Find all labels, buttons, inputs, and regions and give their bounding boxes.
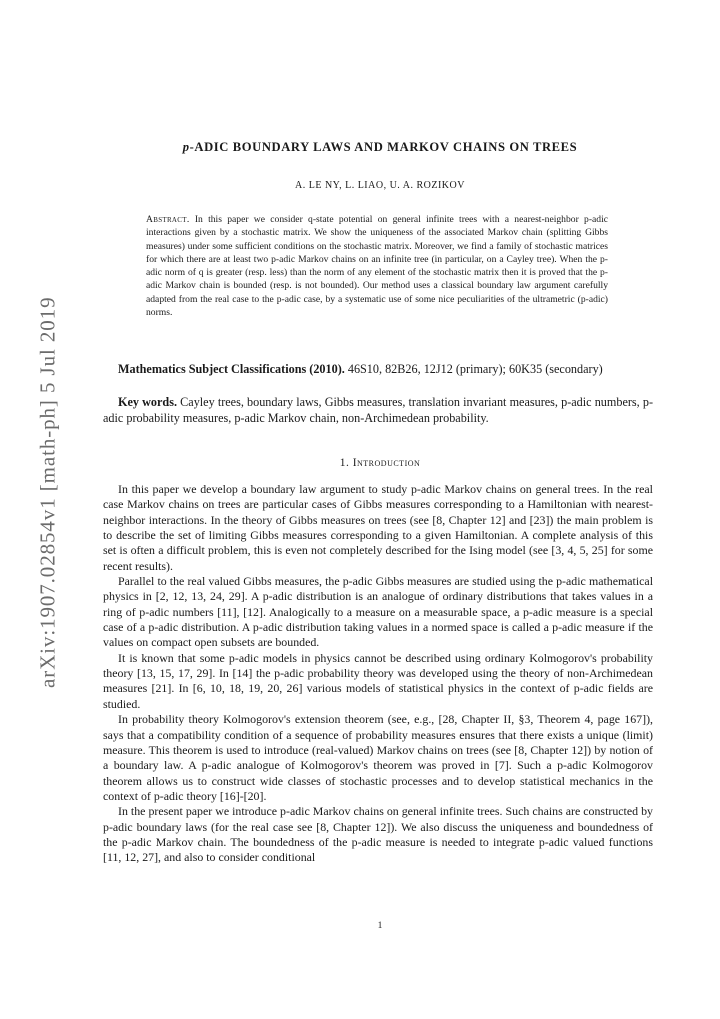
introduction-body <box>103 482 653 866</box>
abstract-text: In this paper we consider q-state potential on general infinite trees with a nearest-neighbor p-adic interactions given by a stochastic matrix. We show the uniqueness of the associated Markov chain (splitting Gibbs measures) under some sufficient conditions on the stochastic matrix. Moreover, we find a family of stochastic matrices for which there are at least two p-adic Markov chains on an infinite tree (in particular, on a Cayley tree). When the p-adic norm of q is greater (resp. less) than the norm of any element of the stochastic matrix then it is proved that the p-adic Markov chain is bounded (resp. is not bounded). Our method uses a classical boundary law argument carefully adapted from the real case to the p-adic case, by a systematic use of some nice peculiarities of the ultrametric (p-adic) norms. <box>146 214 609 319</box>
paragraph: Parallel to the real valued Gibbs measures, the p-adic Gibbs measures are studied using the p-adic mathematical physics in [2, 12, 13, 24, 29]. A p-adic distribution is an analogue of ordinary distributions that takes values in a ring of p-adic numbers [11], [12]. Analogically to a measure on a measurable space, a p-adic measure is a special case of a p-adic distribution. A p-adic distribution taking values in a normed space is called a p-adic measure if the values on compact open subsets are bounded. <box>103 574 653 650</box>
page-number: 1 <box>377 921 383 931</box>
arxiv-margin-stamp: arXiv:1907.02854v1 [math-ph] 5 Jul 2019 <box>35 296 60 688</box>
title-rest: -ADIC BOUNDARY LAWS AND MARKOV CHAINS ON TREES <box>189 140 578 154</box>
paragraph: It is known that some p-adic models in physics cannot be described using ordinary Kolmogorov's probability theory [13, 15, 17, 29]. In [14] the p-adic probability theory was developed using the theory of non-Archimedean measures [21]. In [6, 10, 18, 19, 20, 26] various models of statistical physics in the context of p-adic fields are studied. <box>103 650 653 711</box>
keywords <box>103 395 653 426</box>
section-heading <box>100 457 660 469</box>
section-title: Introduction <box>352 457 421 469</box>
section-number: 1. <box>339 457 350 469</box>
paragraph: In probability theory Kolmogorov's extension theorem (see, e.g., [28, Chapter II, §3, Theorem 4, page 167]), says that a compatibility condition of a sequence of probability measures ensures that there exists a unique (limit) measure. This theorem is used to introduce (real-valued) Markov chains on trees (see [8, Chapter 12]) by notion of a boundary law. A p-adic analogue of Kolmogorov's theorem was proved in [7]. Such a p-adic Kolmogorov theorem allows us to construct wide classes of stochastic processes and to develop statistical mechanics in the context of p-adic theory [16]-[20]. <box>103 712 653 803</box>
title-italic-p: p <box>182 140 190 154</box>
abstract <box>146 213 608 319</box>
keywords-text: Cayley trees, boundary laws, Gibbs measures, translation invariant measures, p-adic numbers, p-adic probability measures, p-adic Markov chain, non-Archimedean probability. <box>103 395 654 425</box>
keywords-label: Key words. <box>118 395 177 409</box>
paragraph: In the present paper we introduce p-adic Markov chains on general infinite trees. Such chains are constructed by p-adic boundary laws (for the real case see [8, Chapter 12]). We also discuss the uniqueness and boundedness of the p-adic Markov chain. The boundedness of the p-adic measure is needed to integrate p-adic valued functions [11, 12, 27], and also to consider conditional <box>103 804 653 865</box>
paragraph: In this paper we develop a boundary law argument to study p-adic Markov chains on general trees. In the real case Markov chains on trees are particular cases of Gibbs measures corresponding to a Hamiltonian with nearest-neighbor interactions. In the theory of Gibbs measures on trees (see [8, Chapter 12] and [23]) the main problem is to describe the set of limiting Gibbs measures corresponding to a given Hamiltonian. A complete analysis of this set is often a difficult problem, this is even not completely described for the Ising model (see [3, 4, 5, 25] for some recent results). <box>103 482 653 573</box>
msc-codes: 46S10, 82B26, 12J12 (primary); 60K35 (secondary) <box>347 362 603 376</box>
author-list: A. LE NY, L. LIAO, U. A. ROZIKOV <box>295 180 465 191</box>
abstract-label: Abstract. <box>146 214 190 225</box>
paper-title <box>100 140 660 155</box>
subject-classifications <box>103 362 653 378</box>
msc-label: Mathematics Subject Classifications (2010). <box>118 362 345 376</box>
